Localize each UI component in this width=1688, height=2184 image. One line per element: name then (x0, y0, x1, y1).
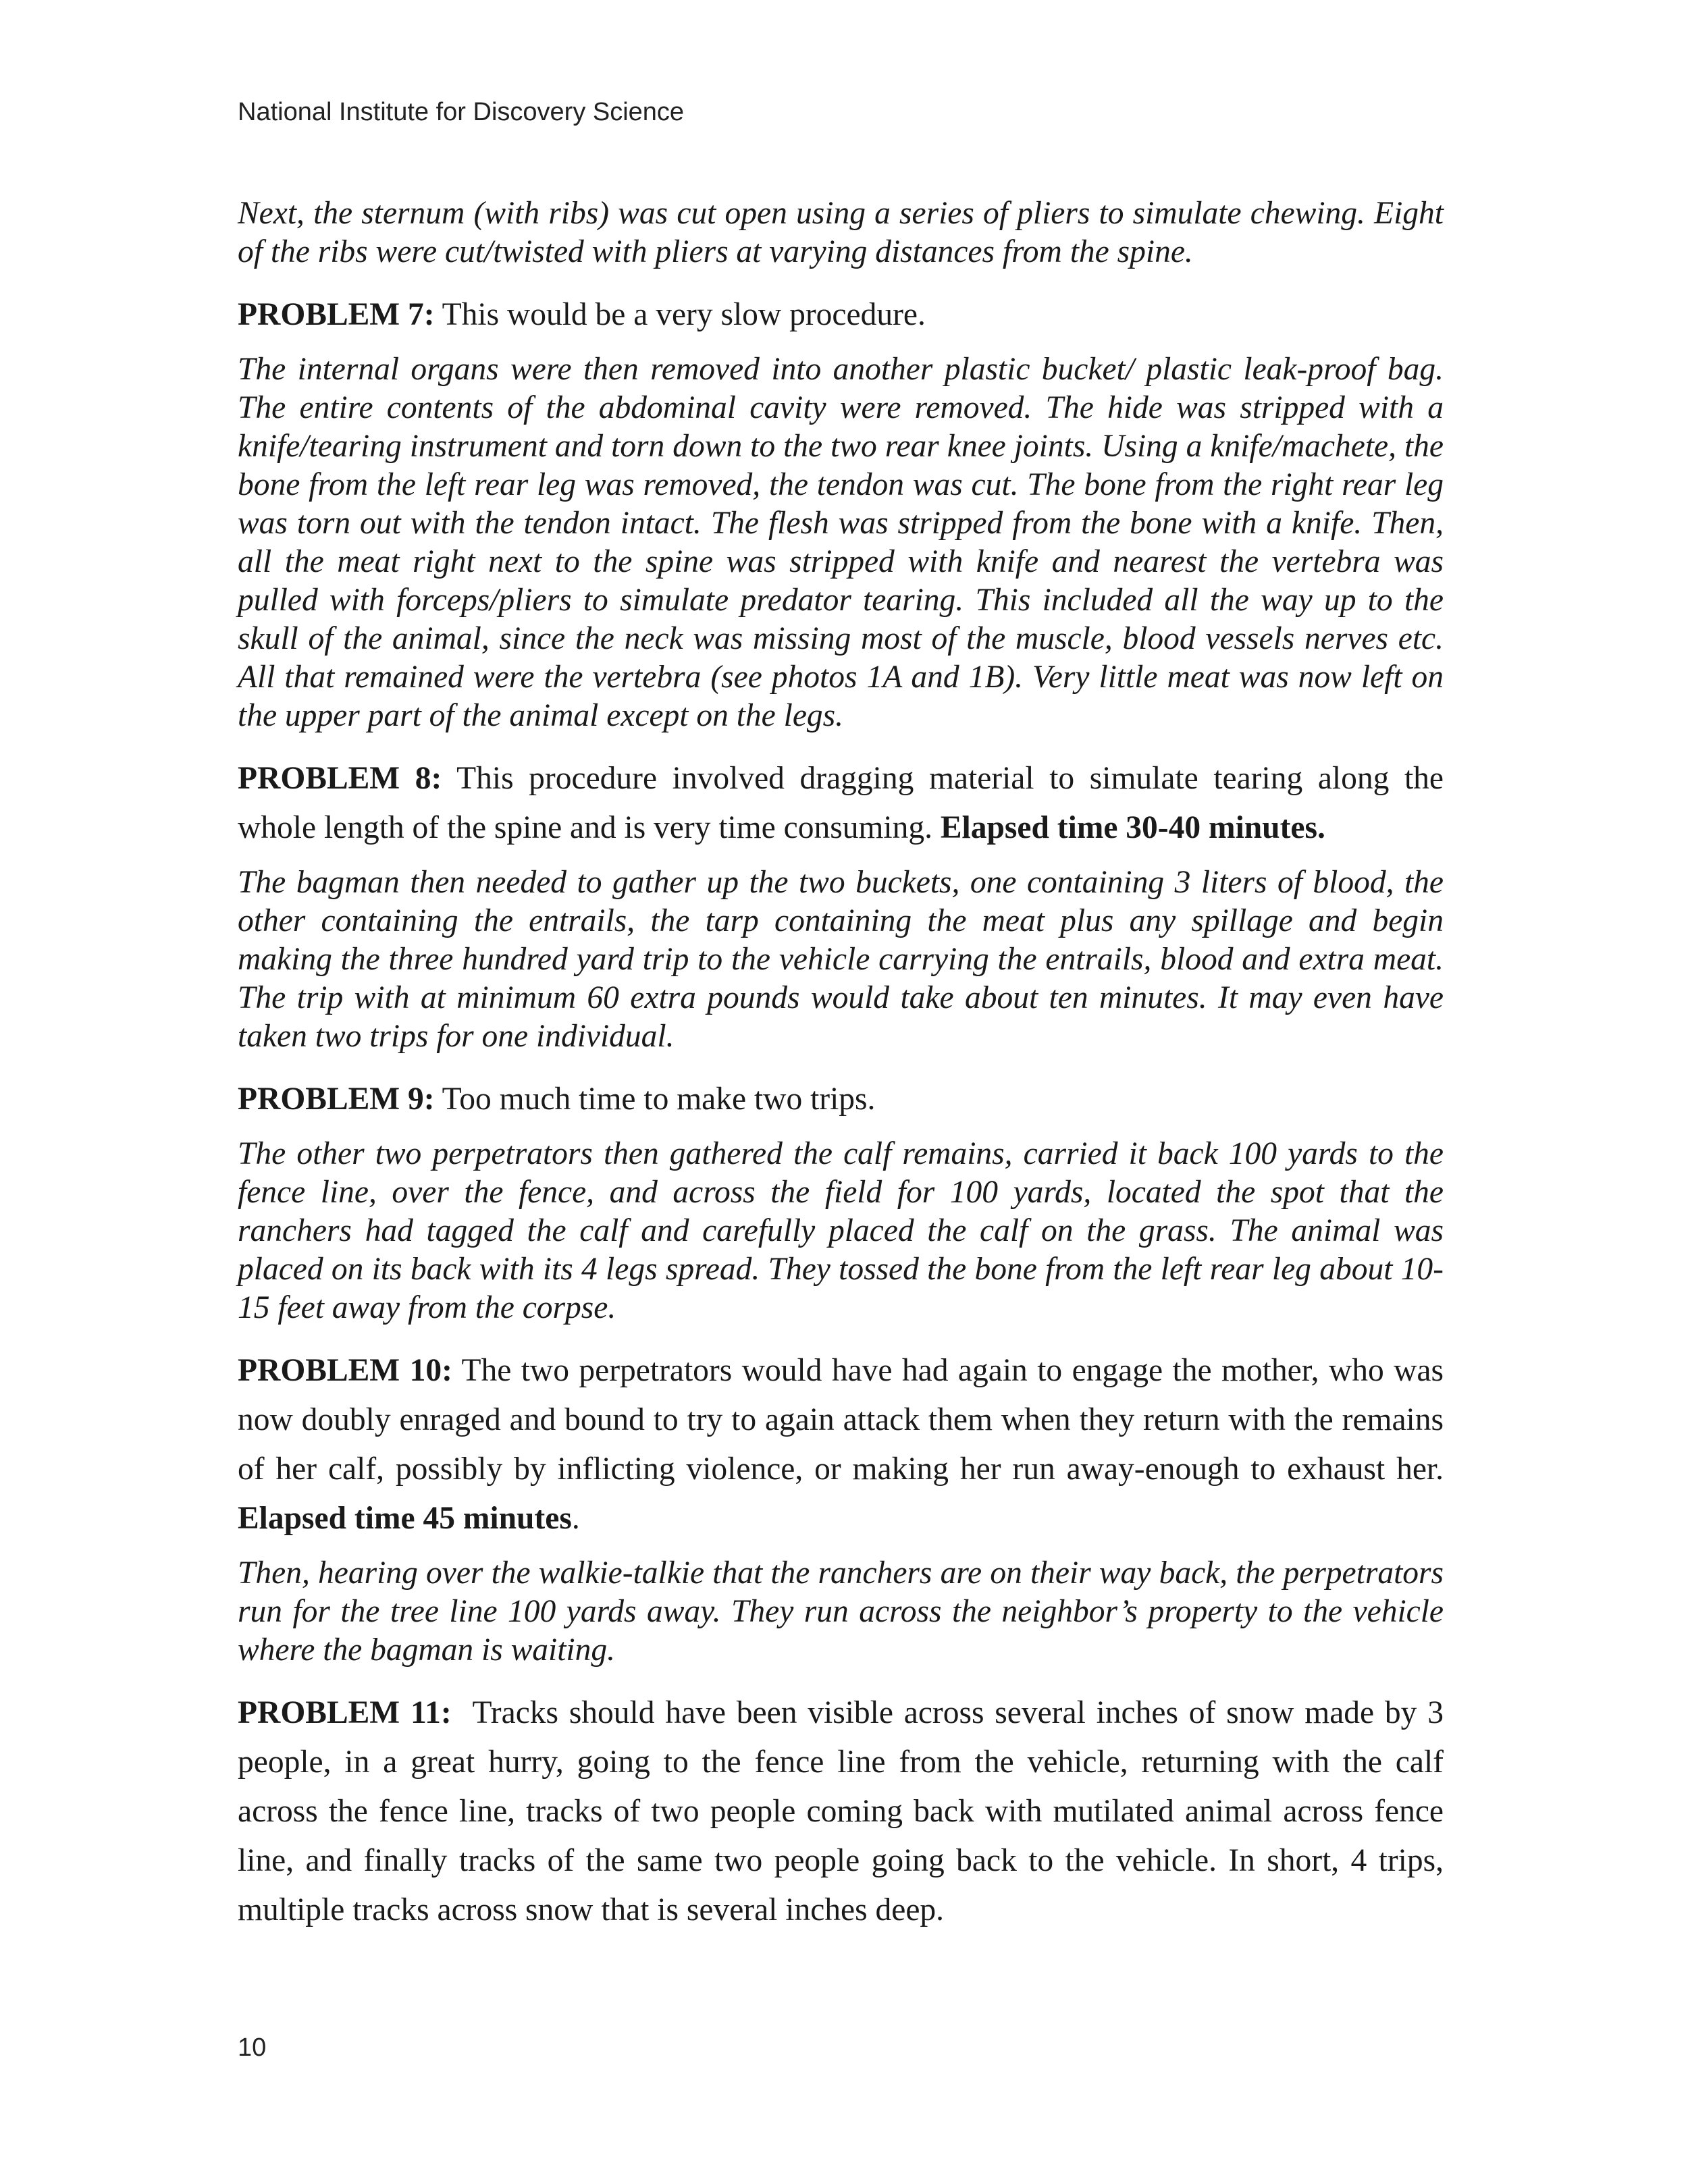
problem-11-paragraph (238, 1688, 1452, 1935)
narrative-paragraph: The other two perpetrators then gathered the calf remains, carried it back 100 yards to the fence line, over the fence, and across the field for 100 yards, located the spot that the ranchers had tagged the calf and carefully placed the calf on the grass. The animal was placed on its back with its 4 legs spread. They tossed the bone from the left rear leg about 10-15 feet away from the corpse. (238, 1136, 1444, 1325)
problem-10-paragraph (238, 1346, 1444, 1543)
narrative-paragraph: Then, hearing over the walkie-talkie that the ranchers are on their way back, the perpetrators run for the tree line 100 yards away. They run across the neighbor’s property to the vehicle where the bagman is waiting. (238, 1555, 1444, 1668)
page-number: 10 (238, 2033, 267, 2062)
problem-text: Tracks should have been visible across several inches of snow made by 3 people, in a great hurry, going to the fence line from the vehicle, returning with the calf across the fence line, tracks of two people coming back with mutilated animal across fence line, and finally tracks of the same two people going back to the vehicle. In short, 4 trips, multiple tracks across snow that is several inches deep. (238, 1695, 1452, 1927)
running-header: National Institute for Discovery Science (238, 98, 685, 126)
elapsed-time: Elapsed time 30-40 minutes. (940, 810, 1325, 845)
sentence-end: . (571, 1501, 580, 1536)
narrative-paragraph: The internal organs were then removed into another plastic bucket/ plastic leak-proof bag. The entire contents of the abdominal cavity were removed. The hide was stripped with a knife/tearing instrument and torn down to the two rear knee joints. Using a knife/machete, the bone from the left rear leg was removed, the tendon was cut. The bone from the right rear leg was torn out with the tendon intact. The flesh was stripped from the bone with a knife. Then, all the meat right next to the spine was stripped with knife and nearest the vertebra was pulled with forceps/pliers to simulate predator tearing. This included all the way up to the skull of the animal, since the neck was missing most of the muscle, blood vessels nerves etc. All that remained were the vertebra (see photos 1A and 1B). Very little meat was now left on the upper part of the animal except on the legs. (238, 352, 1444, 733)
narrative-paragraph: Next, the sternum (with ribs) was cut open using a series of pliers to simulate chewing. Eight of the ribs were cut/twisted with pliers at varying distances from the spine. (238, 196, 1444, 269)
problem-9-paragraph (238, 1075, 1444, 1124)
problem-text: This would be a very slow procedure. (434, 297, 926, 332)
problem-label: PROBLEM 8: (238, 761, 442, 796)
narrative-paragraph: The bagman then needed to gather up the two buckets, one containing 3 liters of blood, the other containing the entrails, the tarp containing the meat plus any spillage and begin making the three hundred yard trip to the vehicle carrying the entrails, blood and extra meat. The trip with at minimum 60 extra pounds would take about ten minutes. It may even have taken two trips for one individual. (238, 865, 1444, 1054)
problem-label: PROBLEM 9: (238, 1082, 435, 1117)
problem-text: The two perpetrators would have had again to engage the mother, who was now doubly enraged and bound to try to again attack them when they return with the remains of her calf, possibly by inflicting violence, or making her run away-enough to exhaust her. (238, 1353, 1444, 1487)
problem-label: PROBLEM 10: (238, 1353, 452, 1388)
problem-7-paragraph (238, 290, 1444, 340)
problem-label: PROBLEM 11: (238, 1695, 452, 1730)
document-body (238, 194, 1452, 1946)
problem-8-paragraph (238, 754, 1444, 853)
elapsed-time: Elapsed time 45 minutes (238, 1501, 572, 1536)
problem-label: PROBLEM 7: (238, 297, 435, 332)
problem-text: Too much time to make two trips. (434, 1082, 876, 1117)
problem-text: This procedure involved dragging material to simulate tearing along the whole length of the spine and is very time consuming. (238, 761, 1444, 845)
